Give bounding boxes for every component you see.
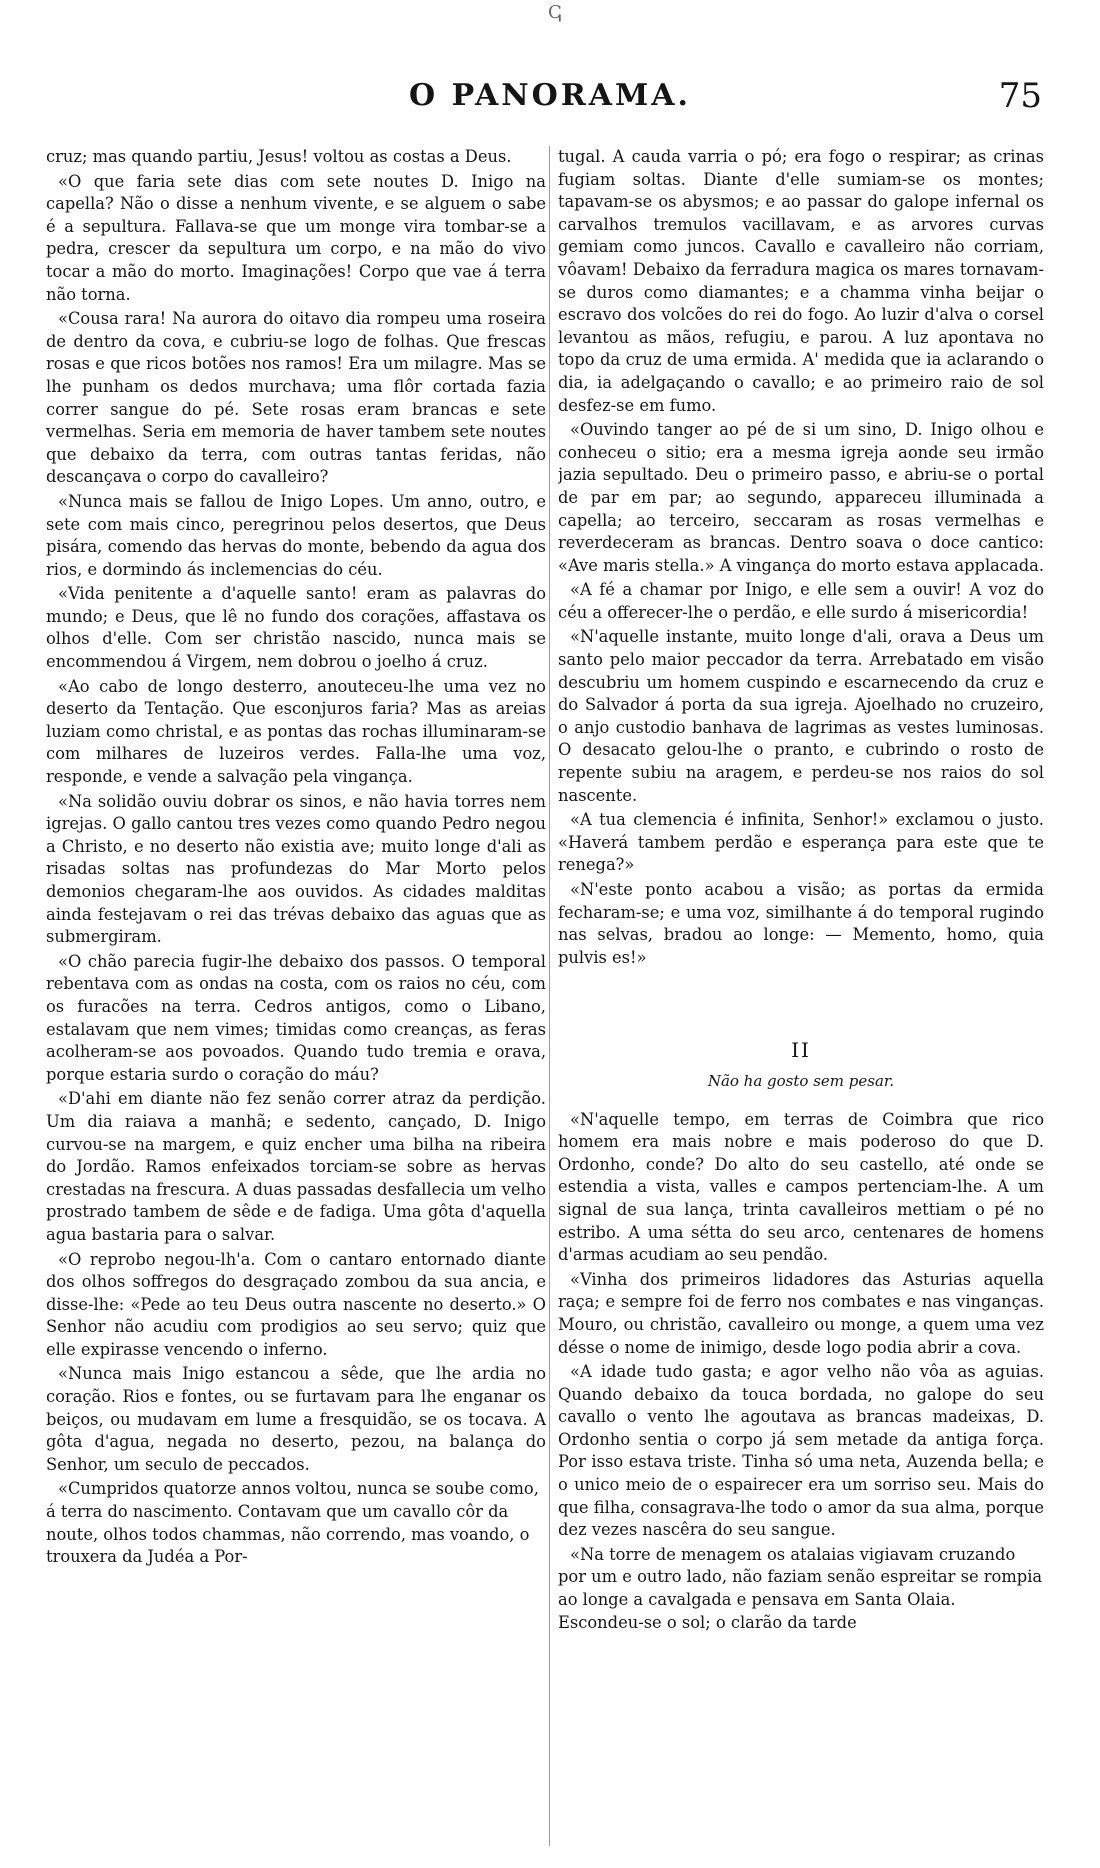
paragraph: «Ao cabo de longo desterro, anouteceu-lhe uma vez no deserto da Tentação. Que esconjuros faria? Mas as areias luziam como christal, e as pontas das rochas illuminaram-se com milhares de luzeiros verdes. Falla-lhe uma voz, responde, e vende a salvação pela vingança. bbox=[46, 676, 546, 787]
paragraph: «Vida penitente a d'aquelle santo! eram as palavras do mundo; e Deus, que lê no fundo dos corações, affastava os olhos d'elle. Com ser christão nascido, nunca mais se encommendou á Virgem, nem dobrou o joelho á cruz. bbox=[46, 584, 546, 672]
paragraph: «A tua clemencia é infinita, Senhor!» exclamou o justo. «Haverá tambem perdão e esperança para este que te renega?» bbox=[558, 810, 1044, 875]
paragraph: «Cousa rara! Na aurora do oitavo dia rompeu uma roseira de dentro da cova, e cubriu-se logo de folhas. Que frescas rosas e que ricos botões nos ramos! Era um milagre. Mas se lhe punham os dedos murchava; uma flôr cortada fazia correr sangue do pé. Sete rosas eram brancas e sete vermelhas. Seria em memoria de haver tambem sete noutes que debaixo da terra, com outras tantas feridas, não descançava o corpo do cavalleiro? bbox=[46, 309, 546, 487]
top-ink-mark: ↅ bbox=[548, 2, 562, 23]
paragraph: «Vinha dos primeiros lidadores das Asturias aquella raça; e sempre foi de ferro nos combates e nas vinganças. Mouro, ou christão, cavalleiro ou monge, a quem uma vez désse o nome de inimigo, desde logo podia abrir a cova. bbox=[558, 1269, 1044, 1357]
paragraph: «D'ahi em diante não fez senão correr atraz da perdição. Um dia raiava a manhã; e sedento, cançado, D. Inigo curvou-se na margem, e quiz encher uma bilha na ribeira do Jordão. Ramos enfeixados torciam-se sobre as hervas crestadas na frescura. A duas passadas desfallecia um velho prostrado tambem de sêde e de fadiga. Uma gôta d'aquella agua bastaria para o salvar. bbox=[46, 1089, 546, 1244]
section-subtitle: Não ha gosto sem pesar. bbox=[707, 1071, 895, 1090]
paragraph: «O chão parecia fugir-lhe debaixo dos passos. O temporal rebentava com as ondas na costa, com os raios no céu, com os furacões na terra. Cedros antigos, como o Libano, estalavam que nem vimes; timidas como creanças, as feras acolheram-se aos povoados. Quando tudo tremia e orava, porque estaria surdo o coração do máu? bbox=[46, 951, 546, 1084]
paragraph: «Nunca mais se fallou de Inigo Lopes. Um anno, outro, e sete com mais cinco, peregrinou pelos desertos, que Deus pisára, comendo das hervas do monte, bebendo da agua dos rios, e dormindo ás inclemencias do céu. bbox=[46, 491, 546, 579]
page-number: 75 bbox=[998, 76, 1042, 116]
page-header bbox=[0, 2, 1100, 126]
paragraph: «Ouvindo tanger ao pé de si um sino, D. Inigo olhou e conheceu o sitio; era a mesma igreja aonde seu irmão jazia sepultado. Deu o primeiro passo, e abriu-se o portal de par em par; ao segundo, appareceu illuminada a capella; ao terceiro, seccaram as rosas vermelhas e reverdeceram as brancas. Dentro soava o doce cantico: «Ave maris stella.» A vingança do morto estava applacada. bbox=[558, 420, 1044, 575]
paragraph: «A fé a chamar por Inigo, e elle sem a ouvir! A voz do céu a offerecer-lhe o perdão, e elle surdo á misericordia! bbox=[558, 580, 1044, 622]
section-number: II bbox=[791, 1038, 811, 1063]
paragraph: «O reprobo negou-lh'a. Com o cantaro entornado diante dos olhos soffregos do desgraçado zombou da sua ancia, e disse-lhe: «Pede ao teu Deus outra nascente no deserto.» O Senhor não acudiu com prodigios ao seu servo; quiz que elle expirasse vencendo o inferno. bbox=[46, 1249, 546, 1359]
column-divider bbox=[549, 146, 550, 1846]
paragraph: «N'este ponto acabou a visão; as portas da ermida fecharam-se; e uma voz, similhante á do temporal rugindo nas selvas, bradou ao longe: — Memento, homo, quia pulvis es!» bbox=[558, 880, 1044, 967]
paragraph: tugal. A cauda varria o pó; era fogo o respirar; as crinas fugiam soltas. Diante d'elle sumiam-se os montes; tapavam-se os abysmos; e ao passar do galope infernal os carvalhos tremulos vacillavam, e as arvores curvas gemiam como juncos. Cavallo e cavalleiro não corriam, vôavam! Debaixo da ferradura magica os mares tornavam-se duros como diamantes; e a chamma vinha beijar o escravo dos volcões do rei do fogo. Ao luzir d'alva o corsel levantou as mãos, refugiu, e parou. A luz apontava no topo da cruz de uma ermida. A' medida que ia aclarando o dia, ia adelgaçando o cavallo; e ao primeiro raio de sol desfez-se em fumo. bbox=[558, 147, 1044, 415]
paragraph: cruz; mas quando partiu, Jesus! voltou as costas a Deus. bbox=[46, 147, 512, 166]
paragraph: «N'aquelle tempo, em terras de Coimbra que rico homem era mais nobre e mais poderoso do que D. Ordonho, conde? Do alto do seu castello, até onde se estendia a vista, valles e campos pertenciam-lhe. A um signal de sua lança, trinta cavalleiros mettiam o pé no estribo. A uma sétta do seu arco, centenares de homens d'armas acudiam ao seu pendão. bbox=[558, 1109, 1044, 1265]
paragraph: «O que faria sete dias com sete noutes D. Inigo na capella? Não o disse a nenhum vivente, e se alguem o sabe é a sepultura. Fallava-se que um monge vira tombar-se a pedra, crescer da sepultura um corpo, e na mão do vivo tocar a mão do morto. Imaginações! Corpo que vae á terra não torna. bbox=[46, 171, 546, 304]
paragraph: «N'aquelle instante, muito longe d'ali, orava a Deus um santo pelo maior peccador da terra. Arrebatado em visão descubriu um homem cuspindo e escarnecendo da cruz e do Salvador á porta da sua igreja. Ajoelhado no cruzeiro, o anjo custodio banhava de lagrimas as vestes luminosas. O desacato gelou-lhe o pranto, e cubrindo o rosto de repente subiu na aragem, e perdeu-se nos raios do sol nascente. bbox=[558, 627, 1044, 805]
paragraph: «Cumpridos quatorze annos voltou, nunca se soube como, á terra do nascimento. Contavam que um cavallo côr da noute, olhos todos chammas, não correndo, mas voando, o trouxera da Judéa a Por- bbox=[46, 1479, 539, 1567]
paragraph: «A idade tudo gasta; e agor velho não vôa as aguias. Quando debaixo da touca bordada, no galope do seu cavallo o vento lhe agoutava as brancas madeixas, D. Ordonho sentia o corpo já sem metade da antiga força. Por isso estava triste. Tinha só uma neta, Auzenda bella; e o unico meio de o espairecer era um sorriso seu. Mais do que filha, consagrava-lhe todo o amor da sua alma, porque dez vezes nascêra do seu sangue. bbox=[558, 1362, 1044, 1540]
paragraph: «Na torre de menagem os atalaias vigiavam cruzando por um e outro lado, não faziam senão espreitar se rompia ao longe a cavalgada e pensava em Santa Olaia. Escondeu-se o sol; o clarão da tarde bbox=[558, 1544, 1043, 1632]
paragraph: «Nunca mais Inigo estancou a sêde, que lhe ardia no coração. Rios e fontes, ou se furtavam para lhe enganar os beiços, ou mudavam em lume a fresquidão, se os tocava. A gôta d'agua, negada no deserto, pezou, na balança do Senhor, um seculo de peccados. bbox=[46, 1364, 546, 1474]
paragraph: «Na solidão ouviu dobrar os sinos, e não havia torres nem igrejas. O gallo cantou tres vezes como quando Pedro negou a Christo, e no deserto não existia ave; muito longe d'ali as risadas soltas nas profundezas do Mar Morto pelos demonios chegaram-lhe aos ouvidos. As cidades malditas ainda festejavam o rei das trévas debaixo das aguas que as submergiram. bbox=[46, 791, 546, 947]
right-column bbox=[558, 146, 1044, 1846]
left-column bbox=[46, 146, 546, 1846]
journal-title: O PANORAMA. bbox=[409, 78, 691, 113]
